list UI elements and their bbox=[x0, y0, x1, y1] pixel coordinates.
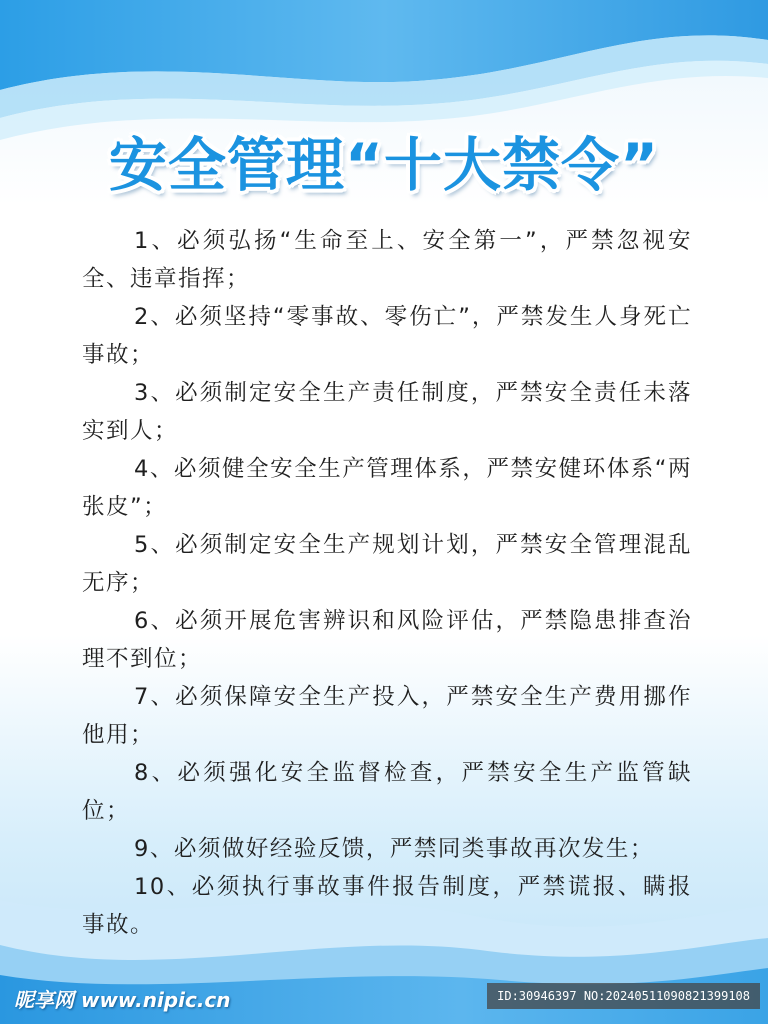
watermark-logo: 昵享网 www.nipic.cn bbox=[14, 988, 231, 1012]
rule-item-5: 5、必须制定安全生产规划计划，严禁安全管理混乱无序； bbox=[82, 532, 692, 596]
poster-title: 安全管理“十大禁令” bbox=[108, 131, 660, 199]
rule-item-6: 6、必须开展危害辨识和风险评估，严禁隐患排查治理不到位； bbox=[82, 608, 692, 672]
rule-item-10: 10、必须执行事故事件报告制度，严禁谎报、瞒报事故。 bbox=[82, 874, 692, 938]
rule-item-1: 1、必须弘扬“生命至上、安全第一”，严禁忽视安全、违章指挥； bbox=[82, 228, 692, 292]
rule-item-2: 2、必须坚持“零事故、零伤亡”，严禁发生人身死亡事故； bbox=[82, 304, 692, 368]
rule-item-4: 4、必须健全安全生产管理体系，严禁安健环体系“两张皮”； bbox=[82, 456, 692, 520]
rule-item-9: 9、必须做好经验反馈，严禁同类事故再次发生； bbox=[134, 836, 654, 862]
watermark-id: ID:30946397 NO:20240511090821399108 bbox=[487, 983, 760, 1009]
rule-item-7: 7、必须保障安全生产投入，严禁安全生产费用挪作他用； bbox=[82, 684, 692, 748]
rules-list bbox=[82, 222, 692, 944]
rule-item-8: 8、必须强化安全监督检查，严禁安全生产监管缺位； bbox=[82, 760, 692, 824]
rule-item-3: 3、必须制定安全生产责任制度，严禁安全责任未落实到人； bbox=[82, 380, 692, 444]
